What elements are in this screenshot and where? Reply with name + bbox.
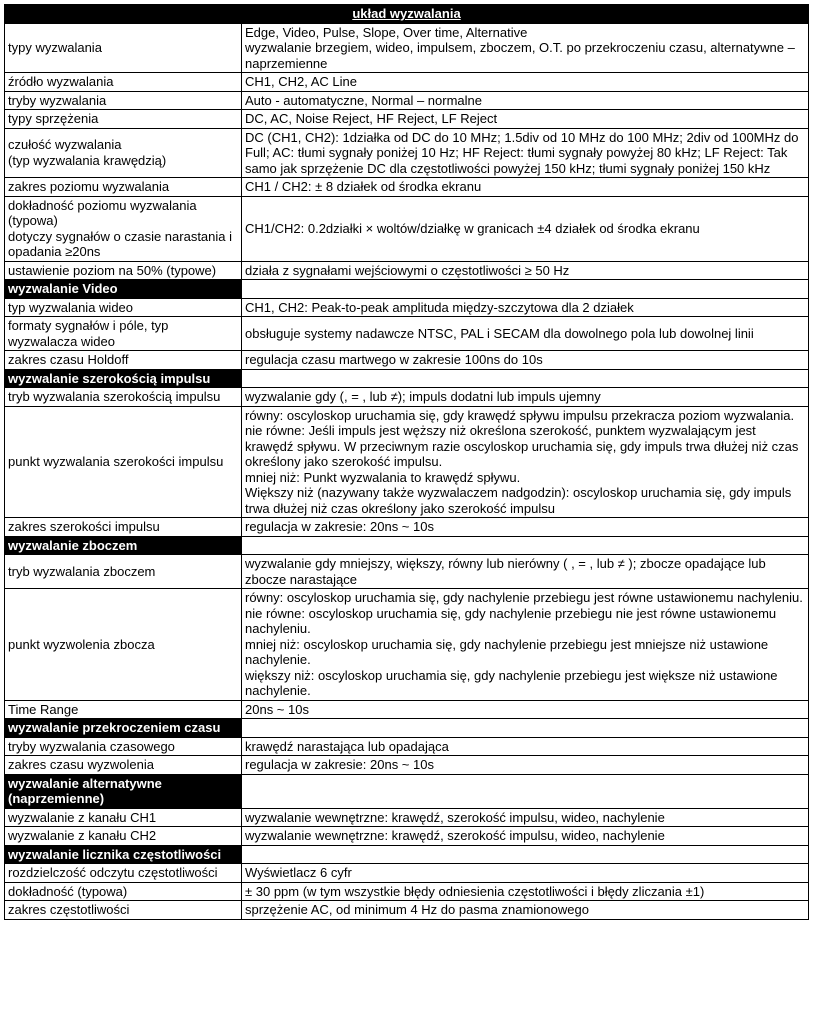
table-row <box>5 317 809 351</box>
section-empty-cell <box>242 719 809 738</box>
section-empty-cell <box>242 774 809 808</box>
table-row <box>5 110 809 129</box>
table-row <box>5 23 809 73</box>
table-row <box>5 589 809 701</box>
parameter-label: typ wyzwalania wideo <box>5 298 242 317</box>
parameter-value: regulacja w zakresie: 20ns ~ 10s <box>242 756 809 775</box>
section-row <box>5 774 809 808</box>
table-row <box>5 808 809 827</box>
parameter-value: wyzwalanie gdy mniejszy, większy, równy lub nierówny ( , = , lub ≠ ); zbocze opadające lub zbocze narastające <box>242 555 809 589</box>
table-row <box>5 73 809 92</box>
parameter-value: Wyświetlacz 6 cyfr <box>242 864 809 883</box>
parameter-label: typy wyzwalania <box>5 23 242 73</box>
section-row <box>5 719 809 738</box>
parameter-value: DC, AC, Noise Reject, HF Reject, LF Reject <box>242 110 809 129</box>
parameter-value: regulacja czasu martwego w zakresie 100ns do 10s <box>242 351 809 370</box>
parameter-label: zakres szerokości impulsu <box>5 518 242 537</box>
parameter-value: CH1, CH2: Peak-to-peak amplituda między-szczytowa dla 2 działek <box>242 298 809 317</box>
section-empty-cell <box>242 369 809 388</box>
parameter-value: CH1, CH2, AC Line <box>242 73 809 92</box>
parameter-value: 20ns ~ 10s <box>242 700 809 719</box>
parameter-label: tryby wyzwalania <box>5 91 242 110</box>
table-row <box>5 128 809 178</box>
section-row <box>5 845 809 864</box>
section-heading: wyzwalanie przekroczeniem czasu <box>5 719 242 738</box>
parameter-value: krawędź narastająca lub opadająca <box>242 737 809 756</box>
parameter-label: rozdzielczość odczytu częstotliwości <box>5 864 242 883</box>
parameter-label: zakres czasu Holdoff <box>5 351 242 370</box>
table-row <box>5 91 809 110</box>
table-row <box>5 555 809 589</box>
parameter-label: punkt wyzwolenia zbocza <box>5 589 242 701</box>
table-row <box>5 261 809 280</box>
table-row <box>5 518 809 537</box>
parameter-label: zakres poziomu wyzwalania <box>5 178 242 197</box>
parameter-label: ustawienie poziom na 50% (typowe) <box>5 261 242 280</box>
table-row <box>5 737 809 756</box>
section-heading: wyzwalanie zboczem <box>5 536 242 555</box>
section-row <box>5 280 809 299</box>
table-title: układ wyzwalania <box>5 5 809 24</box>
parameter-value: Edge, Video, Pulse, Slope, Over time, Alternative wyzwalanie brzegiem, wideo, impulsem, zboczem, O.T. po przekroczeniu czasu, alternatywne – naprzemienne <box>242 23 809 73</box>
table-row <box>5 178 809 197</box>
table-row <box>5 864 809 883</box>
parameter-label: Time Range <box>5 700 242 719</box>
trigger-spec-table <box>4 4 809 920</box>
section-empty-cell <box>242 280 809 299</box>
parameter-value: obsługuje systemy nadawcze NTSC, PAL i SECAM dla dowolnego pola lub dowolnej linii <box>242 317 809 351</box>
parameter-label: czułość wyzwalania (typ wyzwalania krawędzią) <box>5 128 242 178</box>
table-title-row <box>5 5 809 24</box>
table-row <box>5 351 809 370</box>
table-row <box>5 700 809 719</box>
parameter-label: formaty sygnałów i póle, typ wyzwalacza wideo <box>5 317 242 351</box>
parameter-label: wyzwalanie z kanału CH2 <box>5 827 242 846</box>
parameter-label: zakres częstotliwości <box>5 901 242 920</box>
table-row <box>5 827 809 846</box>
section-heading: wyzwalanie alternatywne (naprzemienne) <box>5 774 242 808</box>
parameter-value: ± 30 ppm (w tym wszystkie błędy odniesienia częstotliwości i błędy zliczania ±1) <box>242 882 809 901</box>
section-heading: wyzwalanie Video <box>5 280 242 299</box>
table-row <box>5 298 809 317</box>
table-row <box>5 196 809 261</box>
section-empty-cell <box>242 845 809 864</box>
parameter-value: wyzwalanie gdy (, = , lub ≠); impuls dodatni lub impuls ujemny <box>242 388 809 407</box>
parameter-value: sprzężenie AC, od minimum 4 Hz do pasma znamionowego <box>242 901 809 920</box>
parameter-value: działa z sygnałami wejściowymi o częstotliwości ≥ 50 Hz <box>242 261 809 280</box>
table-row <box>5 901 809 920</box>
parameter-value: regulacja w zakresie: 20ns ~ 10s <box>242 518 809 537</box>
parameter-label: typy sprzężenia <box>5 110 242 129</box>
parameter-label: dokładność (typowa) <box>5 882 242 901</box>
parameter-value: wyzwalanie wewnętrzne: krawędź, szerokość impulsu, wideo, nachylenie <box>242 808 809 827</box>
parameter-value: równy: oscyloskop uruchamia się, gdy nachylenie przebiegu jest równe ustawionemu nachyleniu. nie równe: oscyloskop uruchamia się, gdy nachylenie przebiegu nie jest równe ustawionemu nachyleniu. mniej niż: oscyloskop uruchamia się, gdy nachylenie przebiegu jest mniejsze niż ustawione nachylenie. większy niż: oscyloskop uruchamia się, gdy nachylenie przebiegu jest większe niż ustawione nachylenie. <box>242 589 809 701</box>
section-row <box>5 369 809 388</box>
section-row <box>5 536 809 555</box>
table-row <box>5 882 809 901</box>
parameter-label: punkt wyzwalania szerokości impulsu <box>5 406 242 518</box>
parameter-label: tryb wyzwalania zboczem <box>5 555 242 589</box>
section-heading: wyzwalanie licznika częstotliwości <box>5 845 242 864</box>
parameter-value: CH1/CH2: 0.2działki × woltów/działkę w granicach ±4 działek od środka ekranu <box>242 196 809 261</box>
parameter-label: tryby wyzwalania czasowego <box>5 737 242 756</box>
parameter-value: równy: oscyloskop uruchamia się, gdy krawędź spływu impulsu przekracza poziom wyzwalania. nie równe: Jeśli impuls jest węższy niż określona szerokość, punktem wyzwalającym jest krawędź spływu. W przeciwnym razie oscyloskop uruchamia się, gdy impuls trwa dłużej niż czas określony jako szerokość impulsu. mniej niż: Punkt wyzwalania to krawędź spływu. Większy niż (nazywany także wyzwalaczem nadgodzin): oscyloskop uruchamia się, gdy impuls trwa dłużej niż czas określony jako szerokość impulsu <box>242 406 809 518</box>
parameter-value: DC (CH1, CH2): 1działka od DC do 10 MHz; 1.5div od 10 MHz do 100 MHz; 2div od 100MHz do Full; AC: tłumi sygnały poniżej 10 Hz; HF Reject: tłumi sygnały powyżej 80 kHz; LF Reject: Tak samo jak sprzężenie DC dla częstotliwości powyżej 150 kHz; tłumi sygnały poniżej 150 kHz <box>242 128 809 178</box>
parameter-value: Auto - automatyczne, Normal – normalne <box>242 91 809 110</box>
section-heading: wyzwalanie szerokością impulsu <box>5 369 242 388</box>
parameter-label: tryb wyzwalania szerokością impulsu <box>5 388 242 407</box>
table-row <box>5 388 809 407</box>
parameter-value: wyzwalanie wewnętrzne: krawędź, szerokość impulsu, wideo, nachylenie <box>242 827 809 846</box>
parameter-label: źródło wyzwalania <box>5 73 242 92</box>
table-row <box>5 756 809 775</box>
parameter-label: wyzwalanie z kanału CH1 <box>5 808 242 827</box>
section-empty-cell <box>242 536 809 555</box>
parameter-value: CH1 / CH2: ± 8 działek od środka ekranu <box>242 178 809 197</box>
parameter-label: zakres czasu wyzwolenia <box>5 756 242 775</box>
table-row <box>5 406 809 518</box>
parameter-label: dokładność poziomu wyzwalania (typowa) dotyczy sygnałów o czasie narastania i opadania ≥20ns <box>5 196 242 261</box>
